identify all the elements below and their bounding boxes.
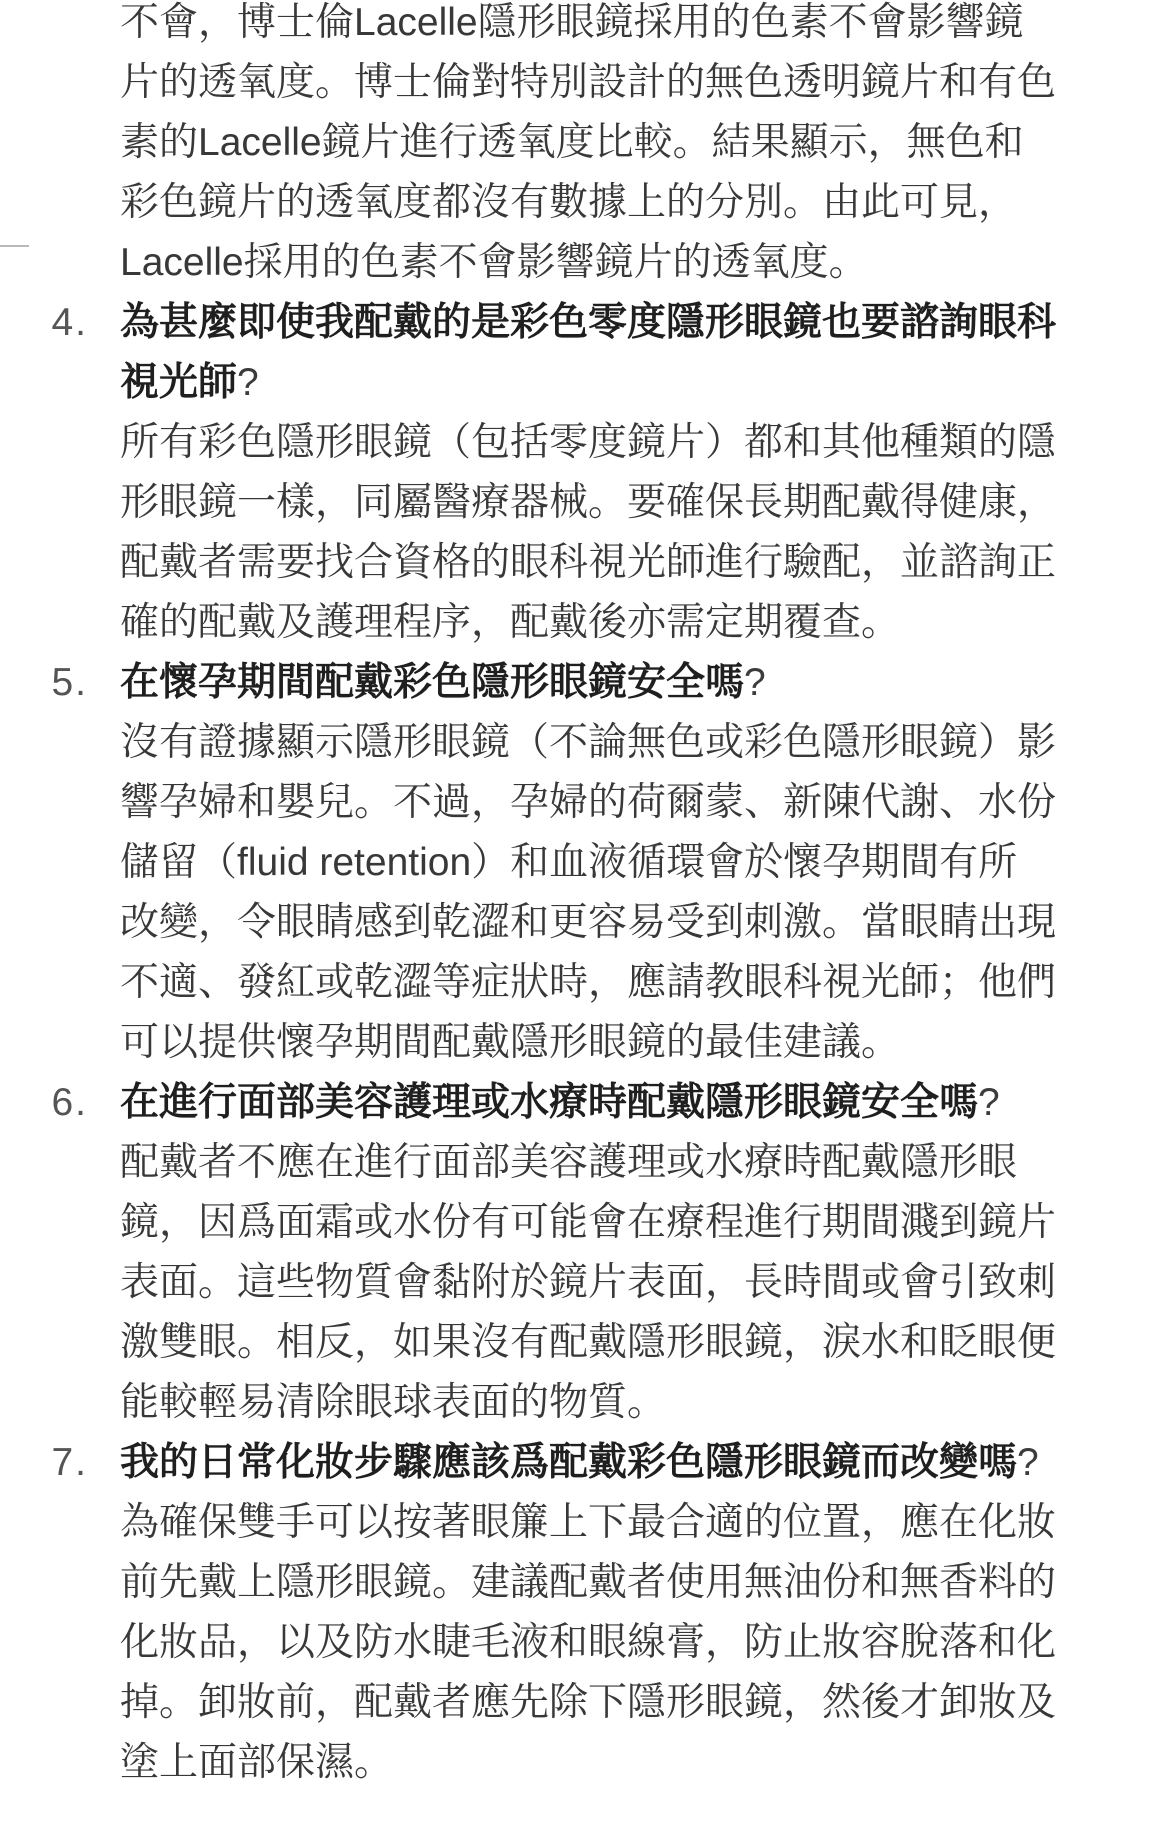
answer-text-line: 儲留（fluid retention）和血液循環會於懷孕期間有所 (120, 841, 1018, 884)
question-text-line: 視光師? (120, 361, 259, 404)
answer-text-line: 形眼鏡一樣，同屬醫療器械。要確保長期配戴得健康， (120, 481, 1057, 524)
answer-text-line: 能較輕易清除眼球表面的物質。 (120, 1381, 667, 1424)
answer-text-line: 化妝品，以及防水睫毛液和眼線膏，防止妝容脫落和化 (120, 1621, 1057, 1664)
list-number: 7. (51, 1441, 88, 1484)
list-number: 5. (51, 661, 88, 704)
faq-list (51, 0, 1057, 1793)
list-number: 4. (51, 301, 88, 344)
answer-text-line: 配戴者需要找合資格的眼科視光師進行驗配，並諮詢正 (120, 541, 1057, 584)
question-mark: ? (978, 1081, 1000, 1124)
list-number: 6. (51, 1081, 88, 1124)
question-text-line: 在懷孕期間配戴彩色隱形眼鏡安全嗎? (120, 661, 766, 704)
answer-7 (120, 1493, 1056, 1793)
answer-text-line: 激雙眼。相反，如果沒有配戴隱形眼鏡，淚水和眨眼便 (120, 1321, 1057, 1364)
answer-text-line: 前先戴上隱形眼鏡。建議配戴者使用無油份和無香料的 (120, 1561, 1057, 1604)
question-6 (51, 1073, 1056, 1133)
question-5 (51, 653, 1056, 713)
question-text-line: 為甚麼即使我配戴的是彩色零度隱形眼鏡也要諮詢眼科 (120, 301, 1057, 344)
question-7 (51, 1433, 1056, 1493)
answer-text-line: Lacelle採用的色素不會影響鏡片的透氧度。 (120, 241, 868, 284)
answer-text-line: 確的配戴及護理程序，配戴後亦需定期覆查。 (120, 601, 901, 644)
answer-text-line: 所有彩色隱形眼鏡（包括零度鏡片）都和其他種類的隱 (120, 421, 1057, 464)
question-mark: ? (744, 661, 766, 704)
answer-text-line: 鏡，因爲面霜或水份有可能會在療程進行期間濺到鏡片 (120, 1201, 1057, 1244)
faq-content (51, 0, 1057, 1793)
answer-text-line: 表面。這些物質會黏附於鏡片表面，長時間或會引致刺 (120, 1261, 1057, 1304)
question-4 (51, 293, 1057, 413)
question-text-line: 在進行面部美容護理或水療時配戴隱形眼鏡安全嗎? (120, 1081, 1000, 1124)
answer-6 (120, 1133, 1056, 1433)
answer-3-continued (120, 0, 1056, 293)
answer-text-line: 響孕婦和嬰兒。不過，孕婦的荷爾蒙、新陳代謝、水份 (120, 781, 1057, 824)
left-edge-divider (0, 245, 29, 247)
answer-text-line: 改變，令眼睛感到乾澀和更容易受到刺激。當眼睛出現 (120, 901, 1057, 944)
answer-text-line: 素的Lacelle鏡片進行透氧度比較。結果顯示，無色和 (120, 121, 1024, 164)
question-text-line: 我的日常化妝步驟應該爲配戴彩色隱形眼鏡而改變嗎? (120, 1441, 1039, 1484)
answer-text-line: 不會，博士倫Lacelle隱形眼鏡採用的色素不會影響鏡 (120, 1, 1024, 44)
answer-text-line: 彩色鏡片的透氧度都沒有數據上的分別。由此可見， (120, 181, 1018, 224)
answer-text-line: 沒有證據顯示隱形眼鏡（不論無色或彩色隱形眼鏡）影 (120, 721, 1057, 764)
question-mark: ? (1017, 1441, 1039, 1484)
answer-text-line: 可以提供懷孕期間配戴隱形眼鏡的最佳建議。 (120, 1021, 901, 1064)
answer-text-line: 不適、發紅或乾澀等症狀時，應請教眼科視光師；他們 (120, 961, 1057, 1004)
answer-text-line: 塗上面部保濕。 (120, 1741, 394, 1784)
answer-4 (120, 413, 1056, 653)
answer-text-line: 為確保雙手可以按著眼簾上下最合適的位置，應在化妝 (120, 1501, 1057, 1544)
answer-text-line: 片的透氧度。博士倫對特別設計的無色透明鏡片和有色 (120, 61, 1057, 104)
answer-text-line: 配戴者不應在進行面部美容護理或水療時配戴隱形眼 (120, 1141, 1018, 1184)
answer-text-line: 掉。卸妝前，配戴者應先除下隱形眼鏡，然後才卸妝及 (120, 1681, 1057, 1724)
question-mark: ? (237, 361, 259, 404)
answer-5 (120, 713, 1056, 1073)
